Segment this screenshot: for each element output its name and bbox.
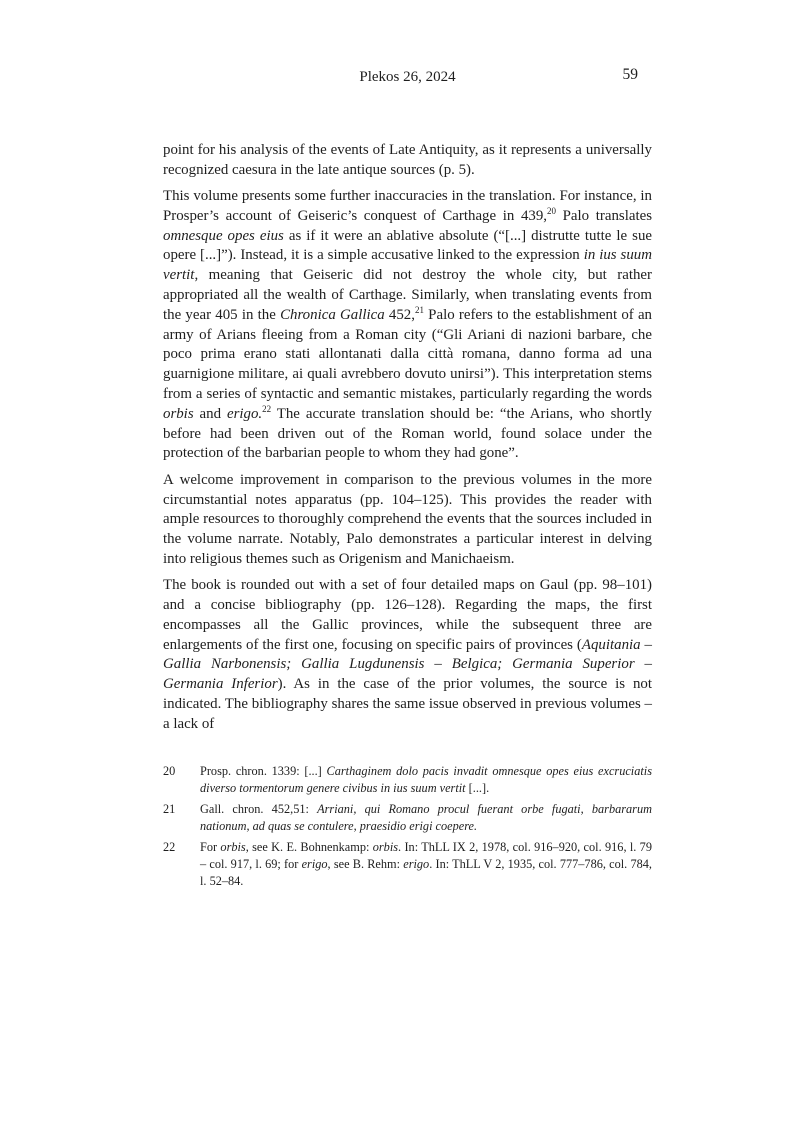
footnote-21	[163, 801, 652, 834]
footnote-ref: 22	[262, 404, 272, 415]
paragraph-1: point for his analysis of the events of Late Antiquity, as it represents a universally recognized caesura in the late antique sources (p. 5).	[163, 142, 652, 178]
italic-text: omnesque opes eius	[163, 227, 284, 244]
footnote-number: 22	[163, 840, 176, 855]
italic-text: Carthaginem dolo pacis invadit omnesque opes eius excruciatis diverso tormentorum genere civibus in ius suum vertit	[200, 764, 652, 795]
footnote-text: Prosp. chron. 1339: [...] Carthaginem dolo pacis invadit omnesque opes eius excruciatis diverso tormentorum genere civibus in ius suum vertit [...].	[200, 764, 652, 795]
footnote-number: 20	[163, 764, 176, 778]
italic-text: erigo	[403, 856, 430, 871]
italic-text: Chronica Gallica	[280, 306, 385, 323]
footnote-text: Gall. chron. 452,51: Arriani, qui Romano procul fuerant orbe fugati, barbararum nationum, ad quas se contulere, praesidio erigi coepere.	[200, 802, 652, 833]
footnote-22	[163, 839, 652, 889]
italic-text: orbis	[163, 405, 194, 422]
footnote-20	[163, 763, 652, 796]
italic-text: erigo.	[226, 405, 263, 422]
footnote-number: 21	[163, 802, 176, 817]
paragraph-2: This volume presents some further inaccuracies in the translation. For instance, in Prosper’s account of Geiseric’s conquest of Carthage in 439,20 Palo translates omnesque opes eius as if it were an ablative absolute (“[...] distrutte tutte le sue opere [...]”). Instead, it is a simple accusative linked to the expression in ius suum vertit, meaning that Geiseric did not destroy the whole city, but rather appropriated all the wealth of Carthage. Similarly, when translating events from the year 405 in the Chronica Gallica 452,21 Palo refers to the establishment of an army of Arians fleeing from a Roman city (“Gli Ariani di nazioni barbare, che poco prima erano stati allontanati dalla città romana, danno forma ad una guarnigione militare, ai quali avrebbero dovuto unirsi”). This interpretation stems from a series of syntactic and semantic mistakes, particularly regarding the words orbis and erigo.$^{22}$ The accurate translation should be: “the Arians, who shortly before had been driven out of the Roman world, found solace under the protection of the barbarian people to whom they had gone”.	[163, 188, 653, 462]
italic-text: Aquitania – Gallia Narbonensis; Gallia Lugdunensis – Belgica; Germania Superior – Germania Inferior	[163, 636, 652, 693]
italic-text: orbis	[220, 840, 246, 855]
footnote-ref: 21	[414, 305, 424, 316]
footnote-text: For orbis, see K. E. Bohnenkamp: orbis. In: ThLL IX 2, 1978, col. 916–920, col. 916, l. 79 – col. 917, l. 69; for erigo, see B. Rehm: erigo. In: ThLL V 2, 1935, col. 777–786, col. 784, l. 52–84.	[200, 840, 652, 888]
page-number: 59	[622, 66, 638, 83]
italic-text: orbis	[372, 840, 399, 855]
italic-text: Arriani, qui Romano procul fuerant orbe fugati, barbararum nationum, ad quas se contulere, praesidio erigi coepere.	[200, 802, 652, 833]
italic-text: in ius suum vertit	[163, 247, 652, 284]
paragraph-3: A welcome improvement in comparison to the previous volumes in the more circumstantial notes apparatus (pp. 104–125). This provides the reader with ample resources to thoroughly comprehend the events that the sources included in the volume narrate. Notably, Palo demonstrates a particular interest in delving into religious themes such as Origenism and Manichaeism.	[163, 471, 652, 567]
italic-text: erigo	[301, 856, 328, 871]
journal-title: Plekos 26, 2024	[359, 69, 456, 85]
footnote-ref: 20	[547, 206, 557, 217]
paragraph-4: The book is rounded out with a set of four detailed maps on Gaul (pp. 98–101) and a concise bibliography (pp. 126–128). Regarding the maps, the first encompasses all the Gallic provinces, while the subsequent three are enlargements of the first one, focusing on specific pairs of provinces (Aquitania – Gallia Narbonensis; Gallia Lugdunensis – Belgica; Germania Superior – Germania Inferior). As in the case of the prior volumes, the source is not indicated. The bibliography shares the same issue observed in previous volumes – a lack of	[163, 577, 653, 732]
article-body	[163, 141, 652, 735]
footnotes	[163, 763, 652, 894]
page-header	[163, 68, 652, 86]
